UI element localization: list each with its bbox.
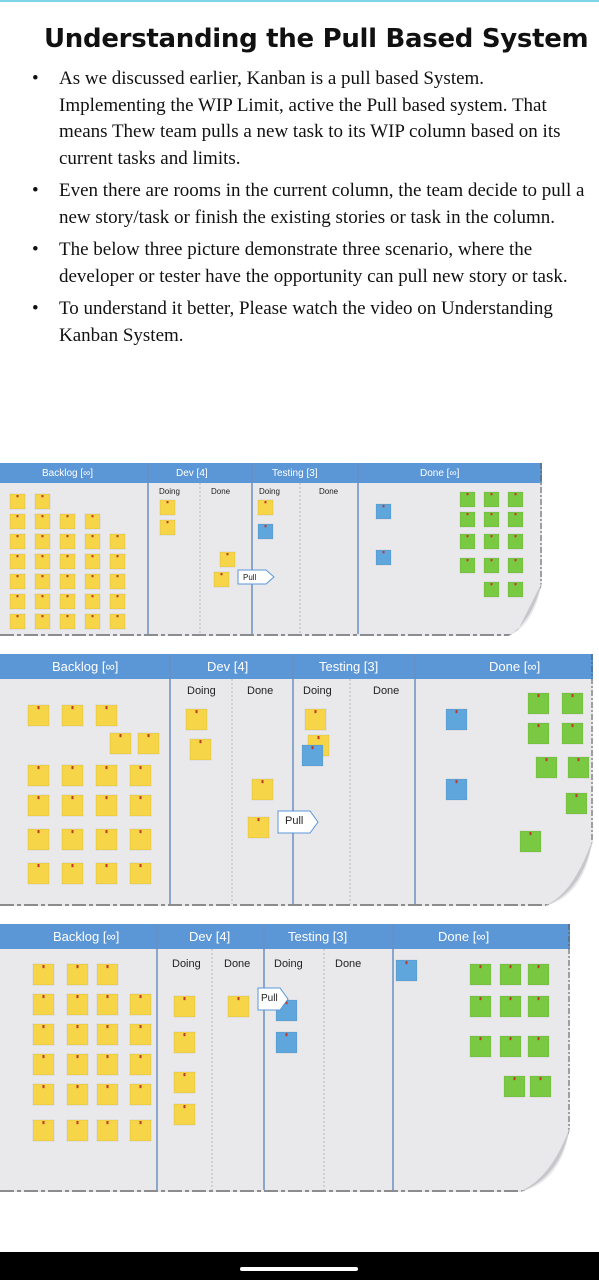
sticky-pin xyxy=(467,535,469,537)
sticky-pin xyxy=(480,997,482,1000)
system-nav-bar xyxy=(0,1252,599,1280)
sticky-pin xyxy=(510,1037,512,1040)
sticky-pin xyxy=(515,513,517,515)
dev-doing-label: Doing xyxy=(159,487,180,496)
sticky-pin xyxy=(538,724,540,727)
sticky-pin xyxy=(406,961,408,964)
sticky-pin xyxy=(107,1055,109,1058)
sticky-pin xyxy=(578,758,580,761)
sticky-pin xyxy=(514,1077,516,1080)
sticky-pin xyxy=(77,1085,79,1088)
page-title: Understanding the Pull Based System xyxy=(44,24,589,54)
kanban-board-2 xyxy=(0,653,599,910)
sticky-pin xyxy=(456,780,458,783)
sticky-pin xyxy=(117,595,119,597)
pull-label: Pull xyxy=(285,815,304,827)
sticky-pin xyxy=(67,595,69,597)
sticky-pin xyxy=(17,515,19,517)
sticky-pin xyxy=(196,710,198,713)
sticky-pin xyxy=(67,575,69,577)
dev-header: Dev [4] xyxy=(189,929,231,944)
sticky-pin xyxy=(480,965,482,968)
dev-done-label: Done xyxy=(211,487,231,496)
sticky-pin xyxy=(538,965,540,968)
sticky-pin xyxy=(92,615,94,617)
bullet-text: As we discussed earlier, Kanban is a pull based System. Implementing the WIP Limit, active the Pull based system. That means Thew team pulls a new task to its WIP column based on its current tasks and limits. xyxy=(59,68,561,169)
sticky-pin xyxy=(491,493,493,495)
sticky-pin xyxy=(491,513,493,515)
sticky-pin xyxy=(572,724,574,727)
sticky-pin xyxy=(467,513,469,515)
sticky-pin xyxy=(265,525,267,527)
dev-doing-label: Doing xyxy=(187,685,216,697)
sticky-pin xyxy=(43,1055,45,1058)
dev-done-label: Done xyxy=(224,958,251,970)
sticky-pin xyxy=(515,559,517,561)
sticky-pin xyxy=(42,575,44,577)
testing-header: Testing [3] xyxy=(319,659,379,674)
sticky-pin xyxy=(140,1121,142,1124)
sticky-pin xyxy=(43,1121,45,1124)
home-gesture-handle[interactable] xyxy=(240,1267,358,1271)
backlog-header: Backlog [∞] xyxy=(53,929,120,944)
sticky-pin xyxy=(77,1121,79,1124)
sticky-pin xyxy=(491,583,493,585)
sticky-pin xyxy=(42,615,44,617)
test-doing-label: Doing xyxy=(259,487,280,496)
sticky-pin xyxy=(167,501,169,503)
sticky-pin xyxy=(538,1037,540,1040)
dev-done-label: Done xyxy=(247,685,274,697)
sticky-pin xyxy=(312,746,314,749)
sticky-pin xyxy=(221,573,223,575)
backlog-header: Backlog [∞] xyxy=(42,468,94,479)
sticky-pin xyxy=(106,766,108,769)
sticky-pin xyxy=(106,830,108,833)
sticky-pin xyxy=(491,535,493,537)
sticky-pin xyxy=(106,864,108,867)
bullet-item xyxy=(30,237,590,290)
sticky-pin xyxy=(17,495,19,497)
test-done-label: Done xyxy=(335,958,362,970)
dev-header: Dev [4] xyxy=(207,659,249,674)
dev-header: Dev [4] xyxy=(176,468,208,479)
bullet-text: To understand it better, Please watch the video on Understanding Kanban System. xyxy=(59,298,553,346)
sticky-pin xyxy=(140,1025,142,1028)
sticky-pin xyxy=(117,555,119,557)
sticky-pin xyxy=(72,864,74,867)
sticky-pin xyxy=(117,535,119,537)
top-accent-line xyxy=(0,0,599,2)
sticky-pin xyxy=(467,493,469,495)
sticky-pin xyxy=(140,1055,142,1058)
sticky-pin xyxy=(117,575,119,577)
sticky-pin xyxy=(43,995,45,998)
sticky-pin xyxy=(530,832,532,835)
sticky-pin xyxy=(184,1033,186,1036)
sticky-pin xyxy=(510,965,512,968)
sticky-pin xyxy=(572,694,574,697)
sticky-pin xyxy=(538,997,540,1000)
done-header: Done [∞] xyxy=(489,659,541,674)
sticky-pin xyxy=(383,505,385,507)
sticky-pin xyxy=(491,559,493,561)
testing-header: Testing [3] xyxy=(288,929,348,944)
kanban-board-drawing xyxy=(0,912,576,1196)
sticky-pin xyxy=(38,830,40,833)
sticky-pin xyxy=(238,997,240,1000)
bullet-dot: • xyxy=(32,298,39,319)
sticky-pin xyxy=(258,818,260,821)
sticky-pin xyxy=(576,794,578,797)
bullet-list xyxy=(30,66,590,355)
bullet-item xyxy=(30,178,590,231)
sticky-pin xyxy=(107,995,109,998)
sticky-pin xyxy=(107,1025,109,1028)
sticky-pin xyxy=(17,575,19,577)
test-done-label: Done xyxy=(373,685,400,697)
bullet-item xyxy=(30,296,590,349)
sticky-pin xyxy=(38,864,40,867)
sticky-pin xyxy=(140,1085,142,1088)
sticky-pin xyxy=(17,615,19,617)
sticky-pin xyxy=(140,796,142,799)
sticky-pin xyxy=(92,515,94,517)
sticky-pin xyxy=(72,766,74,769)
sticky-pin xyxy=(17,595,19,597)
sticky-pin xyxy=(42,555,44,557)
bullet-dot: • xyxy=(32,180,39,201)
sticky-pin xyxy=(38,706,40,709)
pull-label: Pull xyxy=(243,573,257,582)
sticky-pin xyxy=(42,535,44,537)
sticky-pin xyxy=(107,1085,109,1088)
test-doing-label: Doing xyxy=(274,958,303,970)
bullet-item xyxy=(30,66,590,172)
sticky-pin xyxy=(540,1077,542,1080)
sticky-pin xyxy=(167,521,169,523)
sticky-pin xyxy=(117,615,119,617)
backlog-header: Backlog [∞] xyxy=(52,659,119,674)
sticky-pin xyxy=(43,1085,45,1088)
sticky-pin xyxy=(315,710,317,713)
sticky-pin xyxy=(67,535,69,537)
sticky-pin xyxy=(17,555,19,557)
sticky-pin xyxy=(42,515,44,517)
sticky-pin xyxy=(184,997,186,1000)
sticky-pin xyxy=(77,1025,79,1028)
sticky-pin xyxy=(515,535,517,537)
bullet-text: The below three picture demonstrate three scenario, where the developer or tester have the opportunity can pull new story or task. xyxy=(59,239,568,287)
kanban-board-1 xyxy=(0,462,548,640)
sticky-pin xyxy=(92,555,94,557)
testing-header: Testing [3] xyxy=(272,468,318,479)
sticky-pin xyxy=(140,830,142,833)
sticky-pin xyxy=(184,1105,186,1108)
sticky-pin xyxy=(140,766,142,769)
sticky-pin xyxy=(72,706,74,709)
sticky-pin xyxy=(92,595,94,597)
sticky-pin xyxy=(42,595,44,597)
sticky-pin xyxy=(107,1121,109,1124)
sticky-pin xyxy=(38,766,40,769)
sticky-pin xyxy=(92,575,94,577)
sticky-pin xyxy=(286,1033,288,1036)
test-doing-label: Doing xyxy=(303,685,332,697)
sticky-pin xyxy=(318,736,320,739)
sticky-pin xyxy=(67,515,69,517)
sticky-pin xyxy=(383,551,385,553)
sticky-pin xyxy=(140,864,142,867)
sticky-pin xyxy=(480,1037,482,1040)
sticky-pin xyxy=(72,796,74,799)
sticky-pin xyxy=(456,710,458,713)
sticky-pin xyxy=(43,965,45,968)
sticky-pin xyxy=(43,1025,45,1028)
sticky-pin xyxy=(515,493,517,495)
board-background xyxy=(0,654,593,906)
sticky-pin xyxy=(467,559,469,561)
sticky-pin xyxy=(106,706,108,709)
sticky-pin xyxy=(38,796,40,799)
bullet-text: Even there are rooms in the current column, the team decide to pull a new story/task or finish the existing stories or task in the column. xyxy=(59,180,585,228)
sticky-pin xyxy=(265,501,267,503)
test-done-label: Done xyxy=(319,487,339,496)
kanban-board-3 xyxy=(0,912,576,1196)
sticky-pin xyxy=(42,495,44,497)
bullet-dot: • xyxy=(32,68,39,89)
sticky-pin xyxy=(77,965,79,968)
sticky-pin xyxy=(200,740,202,743)
kanban-board-drawing xyxy=(0,653,599,910)
sticky-pin xyxy=(72,830,74,833)
sticky-pin xyxy=(515,583,517,585)
sticky-pin xyxy=(510,997,512,1000)
sticky-pin xyxy=(262,780,264,783)
dev-doing-label: Doing xyxy=(172,958,201,970)
bullet-dot: • xyxy=(32,239,39,260)
done-header: Done [∞] xyxy=(420,468,460,479)
sticky-pin xyxy=(120,734,122,737)
sticky-pin xyxy=(227,553,229,555)
sticky-pin xyxy=(546,758,548,761)
sticky-pin xyxy=(77,995,79,998)
sticky-pin xyxy=(106,796,108,799)
sticky-pin xyxy=(148,734,150,737)
done-header: Done [∞] xyxy=(438,929,490,944)
sticky-pin xyxy=(92,535,94,537)
pull-label: Pull xyxy=(261,993,278,1004)
sticky-pin xyxy=(67,555,69,557)
sticky-pin xyxy=(184,1073,186,1076)
sticky-pin xyxy=(538,694,540,697)
sticky-pin xyxy=(17,535,19,537)
sticky-pin xyxy=(140,995,142,998)
sticky-pin xyxy=(67,615,69,617)
sticky-pin xyxy=(107,965,109,968)
sticky-pin xyxy=(77,1055,79,1058)
